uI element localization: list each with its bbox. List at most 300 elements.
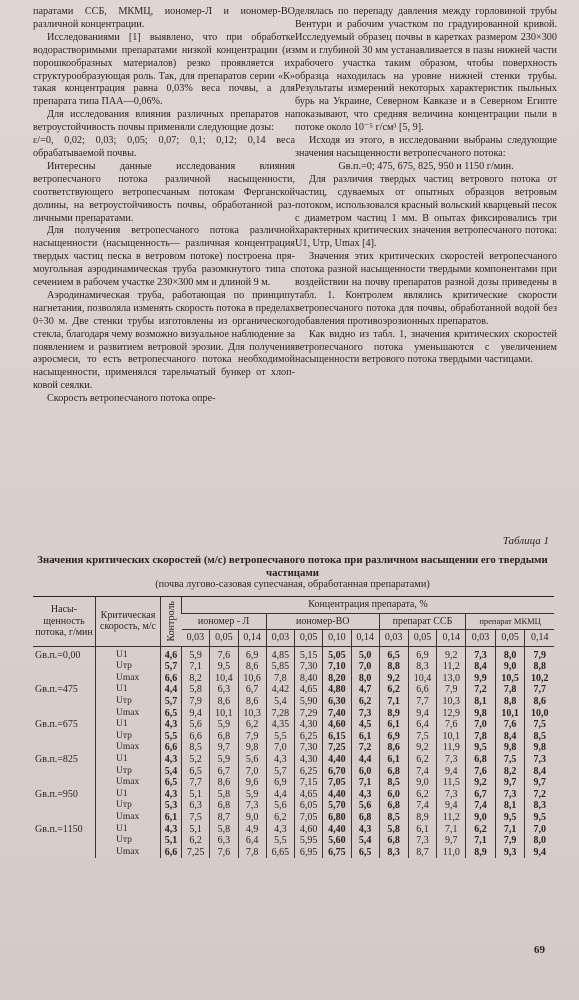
value-cell: 11,2 xyxy=(437,661,466,673)
table-row xyxy=(33,847,554,859)
control-cell: 4,6 xyxy=(161,646,182,661)
table-row xyxy=(33,684,554,696)
value-cell: 6,3 xyxy=(182,800,210,812)
value-cell: 9,2 xyxy=(408,742,437,754)
flow-cell: Gв.п.=1150 xyxy=(35,823,83,835)
control-cell: 6,1 xyxy=(161,812,182,824)
value-cell: 4,9 xyxy=(238,823,266,835)
value-cell: 6,80 xyxy=(323,812,351,824)
control-cell: 4,3 xyxy=(161,823,182,835)
paragraph: Как видно из табл. 1, значения критических скоростей ветропесчаного потока уменьшаются с увеличением насыщенности ветрового потока твердыми частицами. xyxy=(295,328,557,366)
value-cell: 10,3 xyxy=(238,707,266,719)
paragraph: Интересны данные исследования влияния ветропесчаного потока различной насыщенности, соответствующего ветропесчаным потокам Ферганской долины, на ветроустойчивость почвы, обработанной различными препаратами. xyxy=(33,160,295,224)
value-cell: 10,4 xyxy=(408,673,437,685)
value-cell: 6,0 xyxy=(379,789,408,801)
value-cell: 9,8 xyxy=(238,742,266,754)
value-cell: 8,5 xyxy=(525,731,554,743)
value-cell: 5,6 xyxy=(182,719,210,731)
value-cell: 6,6 xyxy=(408,684,437,696)
value-cell: 4,35 xyxy=(266,719,294,731)
value-cell: 7,1 xyxy=(466,835,496,847)
data-table xyxy=(33,596,554,858)
value-cell: 4,40 xyxy=(323,754,351,766)
value-cell: 5,9 xyxy=(182,646,210,661)
value-cell: 6,70 xyxy=(323,765,351,777)
value-cell: 7,0 xyxy=(466,719,496,731)
value-cell: 7,9 xyxy=(495,835,525,847)
value-cell: 6,25 xyxy=(295,731,323,743)
paragraph: паратами ССБ, МКМЦ, иономер-Л и иономер-ВО различной концентрации. xyxy=(33,6,295,30)
dose-header: 0,14 xyxy=(238,630,266,647)
value-cell: 4,30 xyxy=(295,719,323,731)
value-cell: 7,10 xyxy=(323,661,351,673)
speed-indicator-cell: U1 xyxy=(96,754,161,766)
value-cell: 6,8 xyxy=(351,812,379,824)
value-cell: 8,5 xyxy=(379,812,408,824)
control-cell: 4,3 xyxy=(161,719,182,731)
value-cell: 9,4 xyxy=(182,707,210,719)
dose-header: 0,05 xyxy=(495,630,525,647)
value-cell: 5,85 xyxy=(266,661,294,673)
value-cell: 7,29 xyxy=(295,707,323,719)
value-cell: 10,2 xyxy=(525,673,554,685)
paragraph: Для получения ветропесчаного потока различной насыщенности (насыщенность— различная концентрация твердых частиц песка в ветровом потоке) построена прямоугольная аэродинамическая труба разомкнутого типа с сечением в рабочем участке 230×300 мм и длиной 9 м. xyxy=(33,225,295,289)
value-cell: 9,7 xyxy=(495,777,525,789)
value-cell: 6,5 xyxy=(351,847,379,859)
value-cell: 7,9 xyxy=(525,646,554,661)
value-cell: 7,5 xyxy=(408,731,437,743)
value-cell: 9,0 xyxy=(408,777,437,789)
value-cell: 6,4 xyxy=(408,719,437,731)
value-cell: 8,9 xyxy=(408,812,437,824)
value-cell: 6,30 xyxy=(323,696,351,708)
value-cell: 7,40 xyxy=(323,707,351,719)
value-cell: 5,4 xyxy=(351,835,379,847)
value-cell: 6,8 xyxy=(210,731,238,743)
value-cell: 8,20 xyxy=(323,673,351,685)
value-cell: 6,8 xyxy=(379,800,408,812)
value-cell: 7,1 xyxy=(437,823,466,835)
speed-indicator-cell: Umax xyxy=(96,777,161,789)
prep-header: иономер-ВО xyxy=(266,613,379,630)
value-cell: 4,42 xyxy=(266,684,294,696)
value-cell: 4,3 xyxy=(351,789,379,801)
value-cell: 8,0 xyxy=(351,673,379,685)
value-cell: 7,30 xyxy=(295,661,323,673)
value-cell: 5,9 xyxy=(210,754,238,766)
control-cell: 4,3 xyxy=(161,754,182,766)
value-cell: 10,1 xyxy=(210,707,238,719)
dose-header: 0,03 xyxy=(379,630,408,647)
flow-cell xyxy=(33,696,96,708)
value-cell: 9,0 xyxy=(495,661,525,673)
value-cell: 8,40 xyxy=(295,673,323,685)
value-cell: 9,9 xyxy=(466,673,496,685)
flow-cell: Gв.п.=675 xyxy=(35,719,78,731)
table-row xyxy=(33,823,554,835)
value-cell: 5,0 xyxy=(351,646,379,661)
value-cell: 6,9 xyxy=(408,646,437,661)
speed-indicator-cell: Uтр xyxy=(96,731,161,743)
table-row xyxy=(33,719,554,731)
value-cell: 8,9 xyxy=(379,707,408,719)
value-cell: 7,1 xyxy=(495,823,525,835)
value-cell: 7,0 xyxy=(238,765,266,777)
value-cell: 6,05 xyxy=(295,800,323,812)
speed-indicator-cell: U1 xyxy=(96,789,161,801)
dose-header: 0,05 xyxy=(210,630,238,647)
control-cell: 5,3 xyxy=(161,800,182,812)
value-cell: 7,9 xyxy=(437,684,466,696)
flow-cell xyxy=(33,777,96,789)
header-flow: Насыщенность потока, г/мин xyxy=(33,597,96,647)
right-text-column xyxy=(295,6,557,367)
value-cell: 7,28 xyxy=(266,707,294,719)
table-row xyxy=(33,696,554,708)
value-cell: 6,9 xyxy=(238,646,266,661)
page-number: 69 xyxy=(534,944,545,956)
value-cell: 7,15 xyxy=(295,777,323,789)
value-cell: 4,3 xyxy=(351,823,379,835)
value-cell: 5,70 xyxy=(323,800,351,812)
flow-cell xyxy=(33,835,96,847)
value-cell: 6,75 xyxy=(323,847,351,859)
value-cell: 10,5 xyxy=(495,673,525,685)
control-cell: 4,4 xyxy=(161,684,182,696)
prep-header: препарат МКМЦ xyxy=(466,613,554,630)
dose-header: 0,05 xyxy=(295,630,323,647)
header-speed: Критическая скорость, м/с xyxy=(96,597,161,647)
value-cell: 6,5 xyxy=(182,765,210,777)
value-cell: 8,7 xyxy=(210,812,238,824)
value-cell: 5,60 xyxy=(323,835,351,847)
table-row xyxy=(33,835,554,847)
value-cell: 9,0 xyxy=(238,812,266,824)
left-text-column xyxy=(33,6,295,406)
value-cell: 11,0 xyxy=(437,847,466,859)
value-cell: 12,9 xyxy=(437,707,466,719)
dose-header: 0,14 xyxy=(351,630,379,647)
paragraph: Для различия твердых частиц ветрового потока от частиц, сдуваемых от опытных образцов ветровым потоком, использовался красный вольский кварцевый песок с диаметром частиц 1 мм. В опытах фиксировались три характерных критических значения ветропесчаного потока: U1, Uтр, Umax [4]. xyxy=(295,173,557,250)
value-cell: 6,1 xyxy=(379,719,408,731)
value-cell: 7,0 xyxy=(266,742,294,754)
value-cell: 6,8 xyxy=(379,835,408,847)
control-cell: 5,4 xyxy=(161,765,182,777)
dose-header: 0,05 xyxy=(408,630,437,647)
table-row xyxy=(33,707,554,719)
table-row xyxy=(33,812,554,824)
speed-indicator-cell: Uтр xyxy=(96,765,161,777)
speed-indicator-cell: U1 xyxy=(96,646,161,661)
value-cell: 7,3 xyxy=(437,754,466,766)
value-cell: 4,40 xyxy=(323,823,351,835)
value-cell: 6,8 xyxy=(210,800,238,812)
value-cell: 4,60 xyxy=(295,823,323,835)
value-cell: 4,85 xyxy=(266,646,294,661)
flow-cell xyxy=(33,731,96,743)
paragraph: Для исследования влияния различных препаратов на ветроустойчивость почвы применяли следующие дозы: xyxy=(33,109,295,134)
value-cell: 4,40 xyxy=(323,789,351,801)
value-cell: 6,4 xyxy=(238,835,266,847)
value-cell: 7,8 xyxy=(238,847,266,859)
paragraph: Исходя из этого, в исследовании выбраны следующие значения насыщенности ветропесчаного потока: xyxy=(295,135,557,159)
table-row xyxy=(33,731,554,743)
value-cell: 6,9 xyxy=(379,731,408,743)
value-cell: 7,7 xyxy=(525,684,554,696)
flow-cell: Gв.п.=950 xyxy=(35,788,78,800)
dose-header: 0,10 xyxy=(323,630,351,647)
value-cell: 7,05 xyxy=(295,812,323,824)
value-cell: 6,1 xyxy=(408,823,437,835)
value-cell: 8,8 xyxy=(525,661,554,673)
value-cell: 8,6 xyxy=(379,742,408,754)
value-cell: 9,5 xyxy=(466,742,496,754)
value-cell: 7,5 xyxy=(495,754,525,766)
value-cell: 6,7 xyxy=(238,684,266,696)
value-cell: 9,0 xyxy=(466,812,496,824)
value-cell: 8,4 xyxy=(525,765,554,777)
value-cell: 10,3 xyxy=(437,696,466,708)
value-cell: 6,25 xyxy=(295,765,323,777)
value-cell: 7,8 xyxy=(466,731,496,743)
value-cell: 6,2 xyxy=(351,696,379,708)
value-cell: 8,8 xyxy=(495,696,525,708)
value-cell: 8,6 xyxy=(238,696,266,708)
table-row xyxy=(33,777,554,789)
control-cell: 6,5 xyxy=(161,707,182,719)
value-cell: 6,3 xyxy=(210,835,238,847)
value-cell: 4,4 xyxy=(351,754,379,766)
control-cell: 5,1 xyxy=(161,835,182,847)
control-cell: 5,7 xyxy=(161,696,182,708)
table-subtitle: (почва лугово-сазовая супесчаная, обработанная препаратами) xyxy=(155,579,430,590)
value-cell: 8,2 xyxy=(182,673,210,685)
value-cell: 6,8 xyxy=(379,765,408,777)
flow-cell: Gв.п.=475 xyxy=(35,684,78,696)
flow-cell xyxy=(33,812,96,824)
value-cell: 8,8 xyxy=(379,661,408,673)
value-cell: 9,5 xyxy=(210,661,238,673)
value-cell: 7,7 xyxy=(182,777,210,789)
value-cell: 9,7 xyxy=(525,777,554,789)
speed-indicator-cell: Umax xyxy=(96,812,161,824)
paragraph: Значения этих критических скоростей ветропесчаного потока разной насыщенности твердыми компонентами при воздействии на почву препаратов разной дозы приведены в табл. 1. Контролем являлись критические скорости ветропесчаного потока для почвы, обработанной водой без добавления противоэрозионных препаратов. xyxy=(295,251,557,327)
value-cell: 7,3 xyxy=(525,754,554,766)
value-cell: 8,6 xyxy=(210,777,238,789)
value-cell: 7,9 xyxy=(238,731,266,743)
value-cell: 7,4 xyxy=(408,765,437,777)
value-cell: 7,3 xyxy=(466,646,496,661)
value-cell: 7,5 xyxy=(182,812,210,824)
value-cell: 8,6 xyxy=(210,696,238,708)
speed-indicator-cell: Uтр xyxy=(96,835,161,847)
table-row xyxy=(33,646,554,661)
value-cell: 6,15 xyxy=(323,731,351,743)
dose-header: 0,14 xyxy=(525,630,554,647)
value-cell: 6,2 xyxy=(408,789,437,801)
value-cell: 6,8 xyxy=(466,754,496,766)
value-cell: 5,95 xyxy=(295,835,323,847)
value-cell: 5,4 xyxy=(266,696,294,708)
header-control: Контроль xyxy=(161,597,182,647)
paragraph: Аэродинамическая труба, работающая по принципу нагнетания, позволяла изменять скорость потока в пределах 0÷30 м. Две стенки трубы изготовлены из органического стекла, благодаря чему возможно визуальное наблюдение за появлением и развитием ветровой эрозии. Для получения аэросмеси, то есть ветропесчаного потока необходимой насыщенности, применялся тарельчатый бункер от хлопковой сеялки. xyxy=(33,289,295,392)
flow-cell xyxy=(33,800,96,812)
speed-indicator-cell: U1 xyxy=(96,719,161,731)
value-cell: 8,7 xyxy=(408,847,437,859)
value-cell: 8,6 xyxy=(238,661,266,673)
value-cell: 7,2 xyxy=(351,742,379,754)
table-label: Таблица 1 xyxy=(502,535,549,547)
value-cell: 7,25 xyxy=(182,847,210,859)
value-cell: 7,6 xyxy=(437,719,466,731)
value-cell: 8,1 xyxy=(495,800,525,812)
flow-cell xyxy=(33,742,96,754)
table-row xyxy=(33,673,554,685)
value-cell: 6,2 xyxy=(238,719,266,731)
table-title-text: Значения критических скоростей (м/с) ветропесчаного потока при различном насыщении его твердыми частицами xyxy=(37,554,548,579)
value-cell: 8,9 xyxy=(466,847,496,859)
value-cell: 5,8 xyxy=(379,823,408,835)
value-cell: 7,6 xyxy=(495,719,525,731)
value-cell: 7,8 xyxy=(495,684,525,696)
value-cell: 7,6 xyxy=(210,847,238,859)
value-cell: 7,7 xyxy=(408,696,437,708)
value-cell: 7,3 xyxy=(437,789,466,801)
value-cell: 8,6 xyxy=(525,696,554,708)
value-cell: 7,0 xyxy=(351,661,379,673)
value-cell: 8,3 xyxy=(525,800,554,812)
value-cell: 6,2 xyxy=(379,684,408,696)
value-cell: 8,0 xyxy=(525,835,554,847)
speed-indicator-cell: U1 xyxy=(96,823,161,835)
control-cell: 6,6 xyxy=(161,742,182,754)
speed-indicator-cell: Umax xyxy=(96,742,161,754)
value-cell: 9,7 xyxy=(437,835,466,847)
value-cell: 5,8 xyxy=(210,789,238,801)
value-cell: 4,60 xyxy=(323,719,351,731)
flow-cell xyxy=(33,673,96,685)
value-cell: 5,6 xyxy=(238,754,266,766)
value-cell: 9,8 xyxy=(466,707,496,719)
value-cell: 8,2 xyxy=(495,765,525,777)
value-cell: 6,9 xyxy=(266,777,294,789)
value-cell: 5,8 xyxy=(210,823,238,835)
value-cell: 9,5 xyxy=(525,812,554,824)
value-cell: 9,2 xyxy=(379,673,408,685)
value-cell: 8,5 xyxy=(379,777,408,789)
value-cell: 8,5 xyxy=(182,742,210,754)
value-cell: 9,4 xyxy=(437,765,466,777)
control-cell: 4,3 xyxy=(161,789,182,801)
value-cell: 7,6 xyxy=(466,765,496,777)
value-cell: 5,2 xyxy=(182,754,210,766)
value-cell: 5,15 xyxy=(295,646,323,661)
flow-cell xyxy=(33,661,96,673)
value-cell: 6,1 xyxy=(379,754,408,766)
table-row xyxy=(33,800,554,812)
value-cell: 13,0 xyxy=(437,673,466,685)
value-cell: 10,0 xyxy=(525,707,554,719)
table-body xyxy=(33,646,554,858)
value-cell: 9,8 xyxy=(525,742,554,754)
value-cell: 5,5 xyxy=(266,731,294,743)
speed-indicator-cell: Uтр xyxy=(96,696,161,708)
speed-indicator-cell: Uтр xyxy=(96,661,161,673)
value-cell: 7,05 xyxy=(323,777,351,789)
value-cell: 6,7 xyxy=(466,789,496,801)
value-cell: 7,1 xyxy=(182,661,210,673)
paragraph: делялась по перепаду давления между горловиной трубы Вентури и рабочим участком по градуированной кривой. Исследуемый образец почвы в каретках размером 230×300 мм и глубиной 30 мм устанавливается в пазы нижней части рабочего участка таким образом, чтобы поверхность образца находилась на уровне нижней стенки трубы. Результаты измерений некоторых характеристик пыльных бурь на Украине, Северном Кавказе и в Северном Египте показывают, что средняя величина концентрации пыли в потоке около 10⁻⁵ г/см³ [5, 9]. xyxy=(295,6,557,134)
value-cell: 9,2 xyxy=(466,777,496,789)
flow-cell xyxy=(33,765,96,777)
value-cell: 9,4 xyxy=(408,707,437,719)
value-cell: 5,5 xyxy=(266,835,294,847)
value-cell: 4,5 xyxy=(351,719,379,731)
value-cell: 6,3 xyxy=(210,684,238,696)
value-cell: 7,6 xyxy=(210,646,238,661)
value-cell: 4,65 xyxy=(295,684,323,696)
value-cell: 5,1 xyxy=(182,823,210,835)
table-row xyxy=(33,765,554,777)
value-cell: 9,6 xyxy=(238,777,266,789)
speed-indicator-cell: Umax xyxy=(96,707,161,719)
value-cell: 8,4 xyxy=(466,661,496,673)
flow-cell: Gв.п.=0,00 xyxy=(35,649,81,661)
value-cell: 9,4 xyxy=(437,800,466,812)
value-cell: 6,1 xyxy=(351,731,379,743)
value-cell: 7,4 xyxy=(466,800,496,812)
dose-header: 0,03 xyxy=(466,630,496,647)
dose-header: 0,14 xyxy=(437,630,466,647)
value-cell: 5,05 xyxy=(323,646,351,661)
value-cell: 9,4 xyxy=(525,847,554,859)
value-cell: 7,9 xyxy=(182,696,210,708)
table-row xyxy=(33,661,554,673)
value-cell: 8,3 xyxy=(379,847,408,859)
prep-header: иономер - Л xyxy=(182,613,267,630)
value-cell: 5,7 xyxy=(266,765,294,777)
value-cell: 7,1 xyxy=(379,696,408,708)
value-cell: 7,1 xyxy=(351,777,379,789)
value-cell: 7,4 xyxy=(408,800,437,812)
value-cell: 6,0 xyxy=(351,765,379,777)
value-cell: 11,9 xyxy=(437,742,466,754)
value-cell: 6,2 xyxy=(182,835,210,847)
speed-indicator-cell: U1 xyxy=(96,684,161,696)
control-cell: 6,6 xyxy=(161,673,182,685)
value-cell: 7,3 xyxy=(238,800,266,812)
value-cell: 9,3 xyxy=(495,847,525,859)
value-cell: 4,30 xyxy=(295,754,323,766)
value-cell: 6,2 xyxy=(266,812,294,824)
value-cell: 5,9 xyxy=(238,789,266,801)
paragraph: Скорость ветропесчаного потока опре- xyxy=(47,393,216,405)
value-cell: 5,9 xyxy=(210,719,238,731)
value-cell: 8,0 xyxy=(495,646,525,661)
value-cell: 6,5 xyxy=(379,646,408,661)
paragraph: ε/=0, 0,02; 0,03; 0,05; 0,07; 0,1; 0,12; 0,14 веса обрабатываемой почвы. xyxy=(33,135,295,159)
value-cell: 4,7 xyxy=(351,684,379,696)
table-row xyxy=(33,742,554,754)
value-cell: 10,6 xyxy=(238,673,266,685)
speed-indicator-cell: Uтр xyxy=(96,800,161,812)
value-cell: 9,2 xyxy=(437,646,466,661)
table-row xyxy=(33,754,554,766)
flow-cell xyxy=(33,847,96,859)
value-cell: 7,2 xyxy=(466,684,496,696)
value-cell: 5,6 xyxy=(266,800,294,812)
dose-header: 0,03 xyxy=(182,630,210,647)
